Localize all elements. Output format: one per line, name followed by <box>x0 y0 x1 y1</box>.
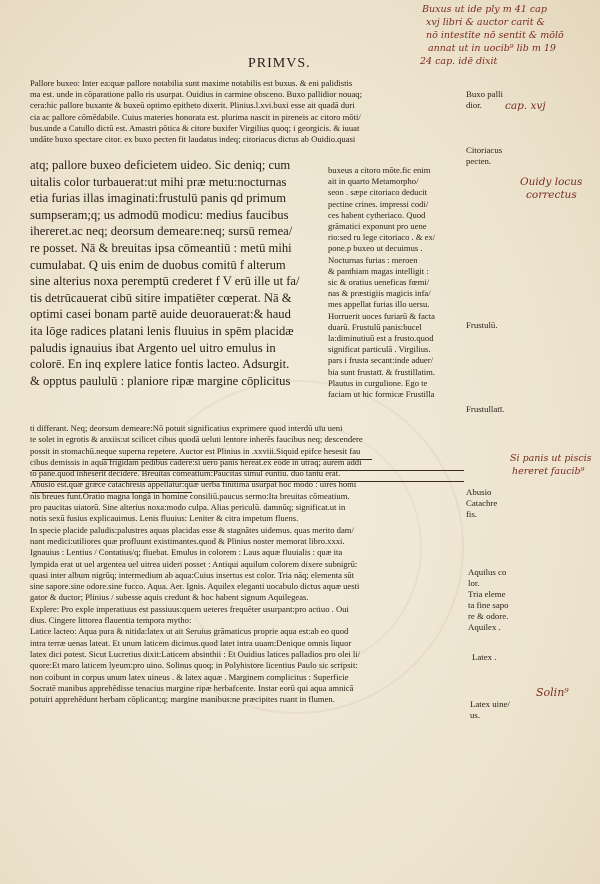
text-line: Pallore buxeo: Inter ea:quæ pallore notabilia sunt maxime notabilis est buxus. & eni palidistis <box>30 78 353 88</box>
text-line: latex dici potest. Sicut Lucretius dixit:Laticem absinthii : Et Ouidius latices palladios pro olei li/ <box>30 648 361 659</box>
text-line: grāmatici exponunt pro uene <box>328 221 427 232</box>
text-line: cera:hic pallore buxante & buxeū optimo epitheto dixerit. Plinius.l.xvi.buxi esse ait quadā duri <box>30 100 355 111</box>
text-line: ces habent cytheriaco. Quod <box>328 209 426 220</box>
text-line: optimi casei bonam partē auide deuorauerat:& haud <box>30 307 291 322</box>
text-line: buxeus a citoro mōte.fic enim <box>328 165 431 175</box>
margin-gloss-frustillatim: Frustullatī. <box>466 404 505 414</box>
text-line: Socratē manibus apprehēdisse tenacius margine ripæ herbafcente. Instar eorū qui aqua amnicā <box>30 682 354 693</box>
text-line: te solet in egrotis & anxiis:ut scilicet cibus quodā ueluti lentore inherēs faucibus neq; descendere <box>30 434 363 445</box>
text-line: significat particulā . Virgilius. <box>328 344 431 355</box>
text-line: intra terræ uenas lateat. Et unum laticem dicimus.quod latet intra uuam:Denique omnis liquor <box>30 637 352 648</box>
manuscript-line: nō intestīte nō sentit & mōlō <box>426 30 564 41</box>
manuscript-line: Buxus ut ide ply m 41 cap <box>422 4 547 15</box>
text-line: nant medici:utiliores quæ profluunt existimantes.quod & Plinius noster memorat libro.xxxi. <box>30 535 345 546</box>
text-line: quore:Et maro laticem lyeum:pro uino. Solinus quoq; in Polyhistore licentius Paulo sic scripsit: <box>30 660 358 671</box>
text-line: cibus demissis in aquā frigidam pedibus cadere:si uero panis hereat.ex eode in utraq; aurem addi <box>30 456 362 467</box>
margin-gloss-abusio: Abusio Catachre fis. <box>466 487 498 519</box>
margin-gloss-latex: Latex . <box>472 652 497 662</box>
manuscript-note-sipanis: Si panis ut piscis hereret faucib⁹ <box>510 453 592 477</box>
text-line: possit in stomachū.neque superna repetere. Auctor est Plinius in .xxviii.Siquid epifce hesesit fau <box>30 445 361 456</box>
text-line: Explere: Pro exple imperatiuus est passiuus:quem ueteres frequēter usurpant:pro actiuo . Oui <box>30 603 349 614</box>
text-line: Nocturnas furias : meroen <box>328 254 418 265</box>
commentary-block-bottom <box>30 423 462 705</box>
text-line: nas & præstigiis magicis infa/ <box>328 288 431 299</box>
text-line: quasi inter album nigrūq; intermedium ab aqua:Cuius insertus est color. Tria nāq; elementa sūt <box>30 569 355 580</box>
text-line: la:diminutiuū est a frusto.quod <box>328 333 434 344</box>
text-line: lympida erat ut uel argentea uel uitrea uideri posset : Antiqui aquilum colorem dixere subnigrū: <box>30 558 358 569</box>
text-line: pone.p buxeo ut decuimus . <box>328 243 423 254</box>
text-line: nis breues funt.Oratio magna longā in homine consiliū.paucus sermo:Ita breuitas cōmeatium. <box>30 490 350 501</box>
text-line: Ignauius : Lentius / Contatius/q; fluebat. Emulus in colorem : Laus aquæ fluuialis : quæ ita <box>30 547 343 558</box>
text-line: cia ac pallore cōmēdabile. Cuius materies honorata est. plurima nascit in pireneis ac citoro mōti/ <box>30 111 361 122</box>
text-line: Horruerit uoces furiarū & facta <box>328 310 435 321</box>
manuscript-line: 24 cap. idē dixit <box>420 56 498 67</box>
text-line: & panthiam magas intelligit : <box>328 265 429 276</box>
manuscript-note-solin: Solin⁹ <box>536 686 569 699</box>
manuscript-note-ouidy: Ouidy locus correctus <box>520 176 583 201</box>
text-line: ita lōge radices platani lenis fluuius in spēm placidæ <box>30 323 294 338</box>
text-line: pars i frusta secant:inde aduer/ <box>328 355 433 366</box>
text-line: rio:sed ru lege citoriaco . & ex/ <box>328 232 436 243</box>
text-line: pectine crines. impressi codi/ <box>328 198 429 209</box>
text-line: ma est. unde in cōparatione pallo ris usurpat. Ouidius in carmine obsceno. Buxo pallidior nouaq; <box>30 89 362 100</box>
text-line: etia furias illas imaginati:frustulū panis qd primum <box>30 191 287 206</box>
text-line: sic & oratius ueneficas fœmi/ <box>328 277 430 288</box>
margin-gloss-latex-uineus: Latex uine/ us. <box>470 699 510 720</box>
commentary-column-right <box>328 165 464 400</box>
text-line: Abusio est.quæ græce catachresis appellatur:quæ uerba finitima usurpat hoc modo : uires homi <box>30 479 357 490</box>
running-head: PRIMVS. <box>248 56 311 71</box>
text-line: potuiri apprehēdunt herbam cōplicant;q; margine manibus:ne præcipites ruant in flumen. <box>30 694 335 705</box>
text-line: pro paucitas uiatorū. Sine alterius noxa:modo culpa. Alias periculū. damnūq; significat.ut in <box>30 502 346 513</box>
text-line: notis sexū fusius explicauimus. Lenis fluuius: Leniter & citra impetum fluens. <box>30 513 299 524</box>
manuscript-note-cap: cap. xvj <box>505 100 546 112</box>
text-line: atq; pallore buxeo deficietem uideo. Sic deniq; cum <box>30 158 291 172</box>
text-line: ihereret.ac neq; deorsum demeare:neq; sursū remea/ <box>30 224 293 239</box>
text-line: In specie placide paludis:palustres aquas placidas esse & stagnātes uidemus. quas merito dam/ <box>30 524 354 535</box>
text-line: bia sunt frustatī. & frustillatim. <box>328 366 435 377</box>
text-line: ti differant. Neq; deorsum demeare:Nō potuit significatius exprimere quod interdū uīu ueni <box>30 423 343 433</box>
text-line: tis detrūcauerat cibū sitire impatiēter cœperat. Nā & <box>30 290 292 305</box>
text-line: re posset. Nā & breuitas ipsa cōmeantiū : metū mihi <box>30 240 292 255</box>
text-line: gator & ductor; Plinius / subesse aquis credunt & hoc habent signum Aquilegeas. <box>30 592 309 603</box>
text-line: Latice lacteo: Aqua pura & nitida:latex ut ait Seruius grāmaticus proprie aqua est:ab eo quod <box>30 626 349 637</box>
manuscript-line: annat ut in uocib⁹ lib m 19 <box>428 43 556 54</box>
text-line: & opptus paululū : planiore ripæ margine cōplicitus <box>30 373 291 388</box>
text-line: paludis ignauius ibat Argento uel uitro emulus in <box>30 340 276 355</box>
text-line: Plautus in curgulione. Ego te <box>328 377 428 388</box>
text-line: to pane.quod inhesērit decidere. Breuitas cōmeatium:Paucitas simul euntiū. duo tantū erāt. <box>30 468 341 479</box>
text-line: dius. Cingere littorea flauentia tempora mytho: <box>30 615 192 626</box>
text-line: sumpseram;q; us admodū modicu: medius faucibus <box>30 207 289 222</box>
text-line: non coibunt in corpus unum latex uineus . & latex aquæ . Marginem complicitus : Superficie <box>30 671 349 682</box>
text-line: bus.unde a Catullo dictū est. Amastri pōtica & citore buxifer Virgilius quoq; i georgicis. & iuuat <box>30 122 360 133</box>
text-line: uitalis color turbauerat:ut mihi præ metu:nocturnas <box>30 174 287 189</box>
text-line: undāte buxo spectare citor. ex buxo pecten fit laudatus indeq; citoriacus dictus ab Ouidio.quasi <box>30 134 356 145</box>
margin-gloss-frustulum: Frustulū. <box>466 320 498 330</box>
text-line: duarū. Frustulū panis:bucel <box>328 321 422 332</box>
text-line: sine alterius noxa peremptū crederet f V erū ille ut fa/ <box>30 274 300 289</box>
text-line: colorē. En inq explere latice fontis lacteo. Adsurgit. <box>30 357 290 372</box>
text-line: faciam ut hic formicæ Frustilla <box>328 389 435 400</box>
text-line: sine sapore.sine odore.sine fucco. Aqua. Aer. Ignis. Aquilex eleganti uocabulo dictus aquæ uesti <box>30 581 360 592</box>
manuscript-line: xvj libri & auctor carit & <box>426 17 545 28</box>
text-line: seon . sæpe citoriaco deducit <box>328 187 428 198</box>
text-line: cumulabat. Q uis enim de duobus comitū f alterum <box>30 257 286 272</box>
main-text-block <box>30 157 322 389</box>
margin-gloss-buxo: Buxo palli dior. <box>466 89 503 110</box>
commentary-block-top <box>30 78 462 145</box>
margin-gloss-citoriacus: Citoriacus pecten. <box>466 145 503 166</box>
margin-gloss-aquilus: Aquilus co lor. Tria eleme ta fine sapo re & odore. Aquilex . <box>468 567 509 632</box>
manuscript-top-annotation <box>422 3 564 68</box>
text-line: ait in quarto Metamorpho/ <box>328 176 419 187</box>
text-line: mes appellat furias illo uersu. <box>328 299 430 310</box>
